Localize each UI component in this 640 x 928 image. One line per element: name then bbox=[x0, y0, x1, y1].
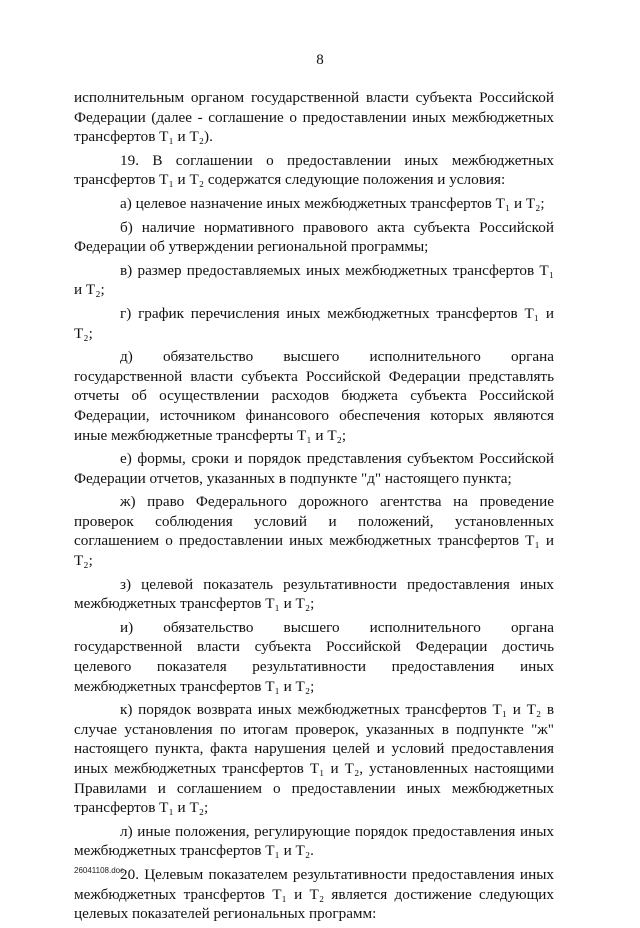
paragraph-continuation: исполнительным органом государственной власти субъекта Российской Федерации (далее - соглашение о предоставлении иных межбюджетных трансфертов Т₁ и Т₂). bbox=[74, 89, 554, 146]
subitem-i: и) обязательство высшего исполнительного органа государственной власти субъекта Российской Федерации достичь целевого показателя результативности предоставления иных межбюджетных трансфертов Т₁ и Т₂; bbox=[74, 618, 554, 695]
subitem-k: к) порядок возврата иных межбюджетных трансфертов Т₁ и Т₂ в случае установления по итогам проверок, указанных в подпункте "ж" настоящего пункта, факта нарушения целей и условий предоставления иных межбюджетных трансфертов Т₁ и Т₂, установленных настоящими Правилами и соглашением о предоставлении иных межбюджетных трансфертов Т₁ и Т₂; bbox=[74, 701, 554, 817]
subitem-g: г) график перечисления иных межбюджетных трансфертов Т₁ и Т₂; bbox=[74, 304, 554, 342]
page-number: 8 bbox=[316, 52, 324, 68]
paragraph-item-20: 20. Целевым показателем результативности предоставления иных межбюджетных трансфертов Т₁ и Т₂ является достижение следующих целевых показателей региональных программ: bbox=[74, 865, 554, 923]
subitem-v: в) размер предоставляемых иных межбюджетных трансфертов Т₁ и Т₂; bbox=[74, 261, 554, 299]
paragraph-item-19: 19. В соглашении о предоставлении иных межбюджетных трансфертов Т₁ и Т₂ содержатся следующие положения и условия: bbox=[74, 151, 554, 189]
document-body bbox=[74, 88, 554, 928]
subitem-d: д) обязательство высшего исполнительного органа государственной власти субъекта Российской Федерации представлять отчеты об осуществлении расходов бюджета субъекта Российской Федерации, источником финансового обеспечения которых являются иные межбюджетные трансферты Т₁ и Т₂; bbox=[74, 348, 554, 444]
subitem-l: л) иные положения, регулирующие порядок предоставления иных межбюджетных трансфертов Т₁ и Т₂. bbox=[74, 822, 554, 860]
subitem-e: е) формы, сроки и порядок представления субъектом Российской Федерации отчетов, указанных в подпункте "д" настоящего пункта; bbox=[74, 450, 554, 487]
subitem-a: а) целевое назначение иных межбюджетных трансфертов Т₁ и Т₂; bbox=[120, 194, 545, 212]
subitem-b: б) наличие нормативного правового акта субъекта Российской Федерации об утверждении региональной программы; bbox=[74, 218, 554, 256]
subitem-z: з) целевой показатель результативности предоставления иных межбюджетных трансфертов Т₁ и Т₂; bbox=[74, 575, 554, 613]
subitem-zh: ж) право Федерального дорожного агентства на проведение проверок соблюдения условий и положений, установленных соглашением о предоставлении иных межбюджетных трансфертов Т₁ и Т₂; bbox=[74, 493, 554, 570]
footer-filename: 26041108.doc bbox=[74, 866, 125, 875]
